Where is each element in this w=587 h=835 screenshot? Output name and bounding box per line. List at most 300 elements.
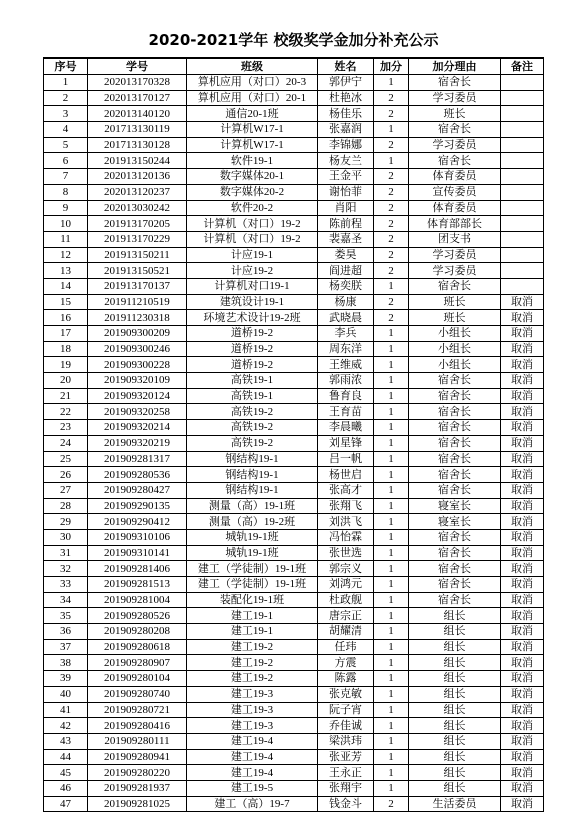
- table-row: [44, 247, 544, 263]
- header-name: 姓名: [318, 58, 374, 75]
- cell-index: 12: [44, 247, 88, 263]
- cell-student-id: 201911210519: [88, 294, 187, 310]
- header-points: 加分: [374, 58, 409, 75]
- cell-index: 32: [44, 561, 88, 577]
- table-row: [44, 184, 544, 200]
- cell-remark: 取消: [501, 529, 544, 545]
- table-row: [44, 435, 544, 451]
- cell-reason: 小组长: [409, 326, 501, 342]
- cell-index: 17: [44, 326, 88, 342]
- cell-student-id: 201909300246: [88, 341, 187, 357]
- cell-points: 1: [374, 655, 409, 671]
- table-row: [44, 420, 544, 436]
- cell-class: 城轨19-1班: [187, 529, 318, 545]
- table-row: [44, 561, 544, 577]
- cell-class: 建工19-4: [187, 749, 318, 765]
- cell-name: 杜政舰: [318, 592, 374, 608]
- cell-reason: 生活委员: [409, 796, 501, 812]
- cell-student-id: 201913150244: [88, 153, 187, 169]
- cell-reason: 小组长: [409, 341, 501, 357]
- cell-student-id: 201913170137: [88, 278, 187, 294]
- table-row: [44, 655, 544, 671]
- cell-points: 1: [374, 780, 409, 796]
- cell-remark: 取消: [501, 498, 544, 514]
- cell-name: 刘洪飞: [318, 514, 374, 530]
- cell-class: 道桥19-2: [187, 341, 318, 357]
- cell-points: 1: [374, 498, 409, 514]
- cell-remark: 取消: [501, 686, 544, 702]
- cell-index: 47: [44, 796, 88, 812]
- cell-student-id: 201713130128: [88, 137, 187, 153]
- cell-points: 2: [374, 247, 409, 263]
- cell-points: 2: [374, 263, 409, 279]
- cell-remark: [501, 75, 544, 91]
- cell-index: 33: [44, 577, 88, 593]
- cell-name: 周东洋: [318, 341, 374, 357]
- cell-reason: 宿舍长: [409, 388, 501, 404]
- cell-class: 计算机对口19-1: [187, 278, 318, 294]
- cell-name: 杨康: [318, 294, 374, 310]
- cell-student-id: 201909320219: [88, 435, 187, 451]
- cell-student-id: 201909280111: [88, 733, 187, 749]
- table-row: [44, 122, 544, 138]
- cell-reason: 宿舍长: [409, 435, 501, 451]
- cell-reason: 宿舍长: [409, 529, 501, 545]
- cell-points: 1: [374, 341, 409, 357]
- cell-student-id: 201909281513: [88, 577, 187, 593]
- cell-points: 1: [374, 153, 409, 169]
- cell-index: 37: [44, 639, 88, 655]
- cell-class: 城轨19-1班: [187, 545, 318, 561]
- page-title: 2020-2021学年 校级奖学金加分补充公示: [148, 31, 439, 49]
- cell-name: 裴嘉圣: [318, 231, 374, 247]
- cell-name: 张高才: [318, 482, 374, 498]
- cell-reason: 宿舍长: [409, 278, 501, 294]
- cell-points: 1: [374, 122, 409, 138]
- cell-reason: 小组长: [409, 357, 501, 373]
- cell-reason: 寝室长: [409, 498, 501, 514]
- cell-student-id: 201909281937: [88, 780, 187, 796]
- table-row: [44, 529, 544, 545]
- table-row: [44, 310, 544, 326]
- cell-student-id: 201909290135: [88, 498, 187, 514]
- cell-index: 21: [44, 388, 88, 404]
- cell-remark: 取消: [501, 608, 544, 624]
- cell-name: 胡耀清: [318, 624, 374, 640]
- cell-reason: 宿舍长: [409, 122, 501, 138]
- cell-name: 郭宗义: [318, 561, 374, 577]
- cell-points: 1: [374, 373, 409, 389]
- cell-student-id: 201909320124: [88, 388, 187, 404]
- cell-remark: 取消: [501, 435, 544, 451]
- cell-remark: 取消: [501, 310, 544, 326]
- table-row: [44, 686, 544, 702]
- cell-remark: 取消: [501, 482, 544, 498]
- cell-index: 4: [44, 122, 88, 138]
- cell-class: 计算机（对口）19-2: [187, 216, 318, 232]
- cell-student-id: 202013120136: [88, 169, 187, 185]
- table-row: [44, 451, 544, 467]
- cell-student-id: 201909281025: [88, 796, 187, 812]
- cell-student-id: 201909310106: [88, 529, 187, 545]
- cell-reason: 班长: [409, 310, 501, 326]
- table-row: [44, 718, 544, 734]
- table-row: [44, 404, 544, 420]
- cell-student-id: 201909281317: [88, 451, 187, 467]
- cell-index: 43: [44, 733, 88, 749]
- cell-remark: 取消: [501, 404, 544, 420]
- cell-name: 陈前程: [318, 216, 374, 232]
- cell-class: 高铁19-2: [187, 404, 318, 420]
- cell-student-id: 202013030242: [88, 200, 187, 216]
- cell-points: 1: [374, 451, 409, 467]
- cell-points: 1: [374, 529, 409, 545]
- cell-reason: 体育委员: [409, 169, 501, 185]
- cell-name: 谢怡菲: [318, 184, 374, 200]
- cell-student-id: 201913170205: [88, 216, 187, 232]
- cell-reason: 组长: [409, 624, 501, 640]
- cell-index: 42: [44, 718, 88, 734]
- cell-student-id: 201913170229: [88, 231, 187, 247]
- cell-student-id: 201909310141: [88, 545, 187, 561]
- header-remark: 备注: [501, 58, 544, 75]
- table-row: [44, 577, 544, 593]
- table-row: [44, 294, 544, 310]
- cell-class: 高铁19-1: [187, 388, 318, 404]
- cell-remark: 取消: [501, 357, 544, 373]
- cell-class: 数字媒体20-2: [187, 184, 318, 200]
- cell-index: 24: [44, 435, 88, 451]
- cell-reason: 宿舍长: [409, 545, 501, 561]
- cell-remark: [501, 247, 544, 263]
- cell-points: 1: [374, 749, 409, 765]
- cell-name: 杜艳冰: [318, 90, 374, 106]
- cell-index: 2: [44, 90, 88, 106]
- cell-index: 44: [44, 749, 88, 765]
- cell-index: 38: [44, 655, 88, 671]
- cell-class: 建工19-3: [187, 686, 318, 702]
- cell-index: 46: [44, 780, 88, 796]
- cell-class: 建工19-4: [187, 765, 318, 781]
- table-row: [44, 639, 544, 655]
- cell-remark: 取消: [501, 294, 544, 310]
- cell-reason: 宿舍长: [409, 577, 501, 593]
- cell-name: 阮子宵: [318, 702, 374, 718]
- cell-remark: 取消: [501, 514, 544, 530]
- cell-class: 计应19-2: [187, 263, 318, 279]
- cell-remark: 取消: [501, 702, 544, 718]
- cell-remark: 取消: [501, 420, 544, 436]
- cell-points: 2: [374, 137, 409, 153]
- cell-points: 1: [374, 326, 409, 342]
- cell-reason: 学习委员: [409, 90, 501, 106]
- table-row: [44, 498, 544, 514]
- cell-student-id: 201909280104: [88, 671, 187, 687]
- cell-class: 建工19-1: [187, 624, 318, 640]
- cell-remark: [501, 122, 544, 138]
- cell-remark: [501, 200, 544, 216]
- cell-points: 2: [374, 216, 409, 232]
- cell-reason: 体育部部长: [409, 216, 501, 232]
- table-row: [44, 749, 544, 765]
- cell-name: 杨世启: [318, 467, 374, 483]
- table-row: [44, 357, 544, 373]
- cell-index: 11: [44, 231, 88, 247]
- cell-name: 刘星锋: [318, 435, 374, 451]
- cell-index: 36: [44, 624, 88, 640]
- cell-index: 39: [44, 671, 88, 687]
- scholarship-table: [43, 57, 544, 812]
- table-row: [44, 592, 544, 608]
- cell-index: 20: [44, 373, 88, 389]
- table-row: [44, 388, 544, 404]
- table-row: [44, 216, 544, 232]
- table-row: [44, 90, 544, 106]
- table-row: [44, 514, 544, 530]
- table-row: [44, 733, 544, 749]
- cell-student-id: 201909300228: [88, 357, 187, 373]
- cell-class: 建筑设计19-1: [187, 294, 318, 310]
- cell-reason: 宿舍长: [409, 467, 501, 483]
- cell-name: 王金平: [318, 169, 374, 185]
- cell-name: 鲁育良: [318, 388, 374, 404]
- cell-reason: 宿舍长: [409, 482, 501, 498]
- cell-remark: 取消: [501, 545, 544, 561]
- table-row: [44, 702, 544, 718]
- cell-student-id: 201713130119: [88, 122, 187, 138]
- cell-points: 2: [374, 231, 409, 247]
- cell-student-id: 202013170127: [88, 90, 187, 106]
- cell-class: 建工19-2: [187, 655, 318, 671]
- cell-class: 高铁19-1: [187, 373, 318, 389]
- cell-name: 娄昊: [318, 247, 374, 263]
- cell-student-id: 201909280907: [88, 655, 187, 671]
- cell-name: 阎进超: [318, 263, 374, 279]
- cell-points: 1: [374, 639, 409, 655]
- cell-points: 2: [374, 294, 409, 310]
- cell-points: 1: [374, 514, 409, 530]
- cell-class: 建工19-3: [187, 702, 318, 718]
- cell-reason: 体育委员: [409, 200, 501, 216]
- cell-class: 计应19-1: [187, 247, 318, 263]
- cell-student-id: 201909281004: [88, 592, 187, 608]
- cell-points: 2: [374, 90, 409, 106]
- table-row: [44, 341, 544, 357]
- cell-student-id: 202013140120: [88, 106, 187, 122]
- cell-name: 武晓晨: [318, 310, 374, 326]
- cell-remark: 取消: [501, 749, 544, 765]
- cell-class: 高铁19-2: [187, 420, 318, 436]
- cell-points: 2: [374, 310, 409, 326]
- cell-name: 杨佳乐: [318, 106, 374, 122]
- table-row: [44, 624, 544, 640]
- table-row: [44, 373, 544, 389]
- cell-points: 2: [374, 106, 409, 122]
- cell-index: 8: [44, 184, 88, 200]
- cell-class: 软件20-2: [187, 200, 318, 216]
- cell-name: 张翔宇: [318, 780, 374, 796]
- cell-reason: 宿舍长: [409, 153, 501, 169]
- cell-name: 张世选: [318, 545, 374, 561]
- table-row: [44, 796, 544, 812]
- cell-reason: 组长: [409, 733, 501, 749]
- cell-remark: [501, 169, 544, 185]
- cell-reason: 组长: [409, 765, 501, 781]
- cell-points: 2: [374, 200, 409, 216]
- cell-index: 22: [44, 404, 88, 420]
- cell-index: 28: [44, 498, 88, 514]
- cell-name: 肖阳: [318, 200, 374, 216]
- cell-index: 26: [44, 467, 88, 483]
- cell-remark: [501, 106, 544, 122]
- cell-points: 1: [374, 686, 409, 702]
- cell-remark: 取消: [501, 451, 544, 467]
- cell-class: 钢结构19-1: [187, 467, 318, 483]
- cell-points: 1: [374, 482, 409, 498]
- cell-points: 1: [374, 561, 409, 577]
- header-class: 班级: [187, 58, 318, 75]
- cell-name: 钱金斗: [318, 796, 374, 812]
- table-row: [44, 200, 544, 216]
- table-header-row: [44, 58, 544, 75]
- cell-reason: 宿舍长: [409, 561, 501, 577]
- table-row: [44, 326, 544, 342]
- cell-remark: 取消: [501, 467, 544, 483]
- cell-student-id: 202013170328: [88, 75, 187, 91]
- cell-remark: [501, 153, 544, 169]
- cell-index: 10: [44, 216, 88, 232]
- cell-index: 5: [44, 137, 88, 153]
- cell-reason: 组长: [409, 780, 501, 796]
- cell-points: 1: [374, 733, 409, 749]
- cell-class: 钢结构19-1: [187, 482, 318, 498]
- table-row: [44, 482, 544, 498]
- cell-student-id: 201909320109: [88, 373, 187, 389]
- cell-points: 2: [374, 169, 409, 185]
- cell-student-id: 201909320214: [88, 420, 187, 436]
- cell-student-id: 201909280416: [88, 718, 187, 734]
- cell-reason: 组长: [409, 608, 501, 624]
- cell-class: 计算机（对口）19-2: [187, 231, 318, 247]
- cell-class: 数字媒体20-1: [187, 169, 318, 185]
- cell-remark: 取消: [501, 765, 544, 781]
- table-row: [44, 467, 544, 483]
- cell-class: 软件19-1: [187, 153, 318, 169]
- table-row: [44, 263, 544, 279]
- cell-student-id: 201909280536: [88, 467, 187, 483]
- cell-points: 1: [374, 357, 409, 373]
- cell-index: 41: [44, 702, 88, 718]
- cell-points: 1: [374, 718, 409, 734]
- cell-index: 15: [44, 294, 88, 310]
- cell-reason: 学习委员: [409, 137, 501, 153]
- cell-index: 34: [44, 592, 88, 608]
- cell-reason: 班长: [409, 294, 501, 310]
- table-row: [44, 765, 544, 781]
- cell-reason: 宿舍长: [409, 592, 501, 608]
- cell-index: 16: [44, 310, 88, 326]
- cell-class: 钢结构19-1: [187, 451, 318, 467]
- cell-index: 27: [44, 482, 88, 498]
- cell-points: 1: [374, 404, 409, 420]
- cell-index: 13: [44, 263, 88, 279]
- table-row: [44, 545, 544, 561]
- cell-name: 任玮: [318, 639, 374, 655]
- cell-reason: 宿舍长: [409, 404, 501, 420]
- cell-reason: 学习委员: [409, 247, 501, 263]
- cell-remark: 取消: [501, 718, 544, 734]
- cell-name: 李兵: [318, 326, 374, 342]
- cell-index: 1: [44, 75, 88, 91]
- table-row: [44, 137, 544, 153]
- cell-name: 张克敏: [318, 686, 374, 702]
- cell-remark: 取消: [501, 341, 544, 357]
- cell-index: 19: [44, 357, 88, 373]
- cell-reason: 班长: [409, 106, 501, 122]
- cell-points: 1: [374, 624, 409, 640]
- cell-class: 建工19-4: [187, 733, 318, 749]
- cell-remark: 取消: [501, 592, 544, 608]
- cell-class: 道桥19-2: [187, 357, 318, 373]
- cell-class: 测量（高）19-1班: [187, 498, 318, 514]
- cell-class: 建工（高）19-7: [187, 796, 318, 812]
- cell-index: 7: [44, 169, 88, 185]
- cell-class: 建工（学徒制）19-1班: [187, 577, 318, 593]
- cell-student-id: 201913150521: [88, 263, 187, 279]
- cell-index: 30: [44, 529, 88, 545]
- cell-remark: 取消: [501, 655, 544, 671]
- cell-remark: [501, 278, 544, 294]
- cell-reason: 学习委员: [409, 263, 501, 279]
- cell-name: 冯怡霖: [318, 529, 374, 545]
- cell-student-id: 201909280220: [88, 765, 187, 781]
- cell-index: 40: [44, 686, 88, 702]
- cell-reason: 宣传委员: [409, 184, 501, 200]
- cell-class: 建工19-3: [187, 718, 318, 734]
- cell-points: 1: [374, 765, 409, 781]
- cell-class: 计算机W17-1: [187, 137, 318, 153]
- cell-class: 环境艺术设计19-2班: [187, 310, 318, 326]
- cell-remark: 取消: [501, 561, 544, 577]
- cell-name: 李锦娜: [318, 137, 374, 153]
- cell-reason: 组长: [409, 655, 501, 671]
- header-index: 序号: [44, 58, 88, 75]
- cell-class: 算机应用（对口）20-1: [187, 90, 318, 106]
- cell-class: 道桥19-2: [187, 326, 318, 342]
- cell-index: 3: [44, 106, 88, 122]
- cell-class: 建工19-1: [187, 608, 318, 624]
- cell-remark: [501, 90, 544, 106]
- table-row: [44, 169, 544, 185]
- cell-index: 23: [44, 420, 88, 436]
- cell-class: 算机应用（对口）20-3: [187, 75, 318, 91]
- cell-index: 35: [44, 608, 88, 624]
- table-row: [44, 106, 544, 122]
- cell-reason: 组长: [409, 718, 501, 734]
- cell-class: 高铁19-2: [187, 435, 318, 451]
- cell-points: 1: [374, 467, 409, 483]
- cell-class: 通信20-1班: [187, 106, 318, 122]
- cell-index: 6: [44, 153, 88, 169]
- cell-remark: 取消: [501, 624, 544, 640]
- cell-student-id: 201909280208: [88, 624, 187, 640]
- cell-student-id: 201909281406: [88, 561, 187, 577]
- cell-class: 计算机W17-1: [187, 122, 318, 138]
- table-row: [44, 278, 544, 294]
- cell-name: 王维威: [318, 357, 374, 373]
- cell-student-id: 201909280740: [88, 686, 187, 702]
- cell-remark: [501, 216, 544, 232]
